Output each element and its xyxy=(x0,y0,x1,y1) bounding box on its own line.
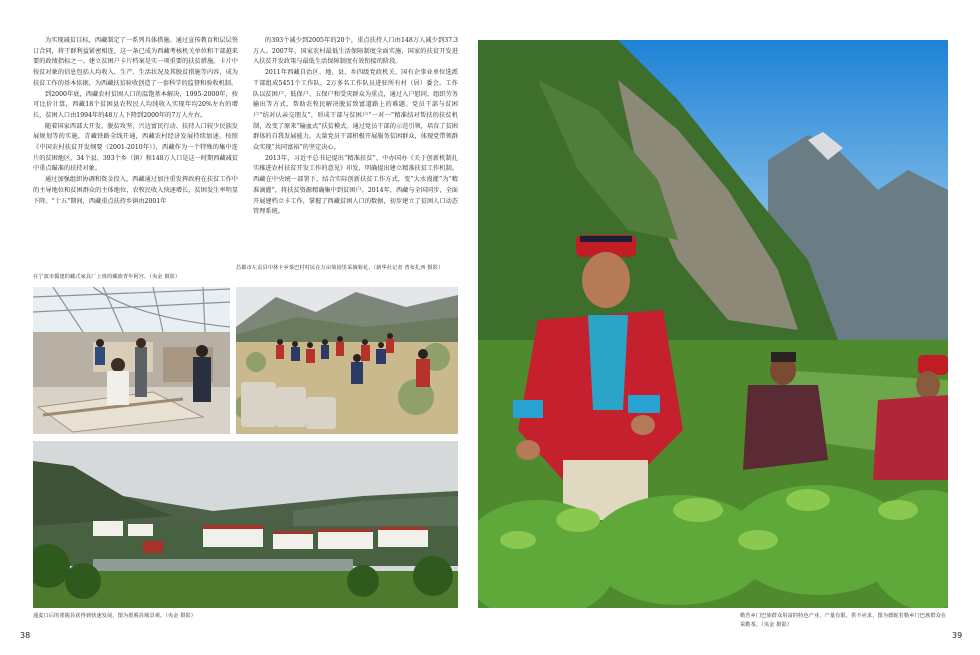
paragraph: 为实现减贫目标，西藏制定了一系列具体措施。通过宣传教育和层层签订合同，将干群利益紧密相连，这一条已成为西藏考核机关单位和干部越来要的政绩指标之一。建立贫困户卡片档案是实一项重要的扶贫措施。卡片中按贫对象的信息包括人均收入、生产、生活状况及其脱贫措施等内容，成为扶贫工作的基本依据，为西藏扶贫验收创造了一套科学的监督和验收机制。 xyxy=(33,37,238,87)
caption-chrysanthemum-field: 昌都市左贡县中林卡乡茶巴村村民在万亩菊园里采摘菊花。（新华社记者 普布扎西 摄影） xyxy=(236,265,444,271)
photo-county-town xyxy=(33,441,458,608)
page-number-right: 39 xyxy=(952,631,963,640)
text-column-2 xyxy=(253,36,458,218)
caption-furniture-workshop: 在宁波市援建的藏式家具厂上班的藏族青年阿宫。（央金 摄影） xyxy=(33,274,181,280)
chrysanthemum-field-image xyxy=(236,287,458,434)
paragraph: 通过加强组织协调和资金投入，西藏通过加注重发挥政府在扶贫工作中的主导地位和贫困群众的主体地位，农牧民收入快速增长，贫困发生率明显下降。“十五”期间，西藏重点扶持乡镇由2001年 xyxy=(33,176,238,205)
tea-pickers-image xyxy=(478,40,948,608)
county-town-image xyxy=(33,441,458,608)
paragraph: 2013年，习近平总书记提出“精准扶贫”，中办国办《关于创新机制扎实推进农村扶贫开发工作的意见》印发，明确提出建立精准扶贫工作机制。西藏在中央统一部署下，结合实际创新扶贫工作方式，变“大水漫灌”为“精准滴灌”，将扶贫资源精确集中到贫困户。2014年，西藏与全国同步，全面开展建档立卡工作，掌握了西藏贫困人口的数据，初步建立了贫困人口动态管理系统。 xyxy=(253,154,458,216)
furniture-workshop-image xyxy=(33,287,230,434)
paragraph: 2011年西藏自治区、地、县、乡四级党政机关、国有企事业单位选派干部组成5451个工作队，2万多名工作队员进驻所有村（居）委会。工作队以贫困户、低保户、五保户和受灾群众为重点，通过入户慰问，组织劳务输出等方式，帮助农牧民解决脱贫致富道路上的难题。党员干部与贫困户“结对认亲交朋友”，形成干部与贫困户“一对一”精准结对帮扶的扶贫机制，改变了原来“输血式”扶贫模式。通过党员干部的示范引领，培育了贫困群体的自我发展能力。大量党员干部积极开展服务贫困群众，体现党带领群众实现“共同富裕”的坚定决心。 xyxy=(253,69,458,152)
caption-tea-pickers: 勒苦乡门巴族群众用富的特色产业，产量有限、供不应求，图为德蛇若勒乡门巴族群众在采勒茶。（央金 摄影） xyxy=(740,613,947,628)
photo-furniture-workshop xyxy=(33,287,230,434)
paragraph: 随着国家西部大开发、脱贫攻坚、兴边富民行动、扶持人口较少民族发展规划等的实施，青藏铁路全线开通，西藏农村经济发展持续加速。按照《中国农村扶贫开发纲要（2001-2010年）》，西藏作为一个特殊的集中连片的贫困地区，34个县、393个乡（镇）和148万人口是这一时期西藏减贫中重点瞄准的扶持对象。 xyxy=(33,122,238,173)
photo-chrysanthemum-field xyxy=(236,287,458,434)
left-page xyxy=(0,0,470,655)
paragraph: 到2000年底，西藏农村贫困人口的温饱基本解决，1995-2000年，按可比价计算，西藏18个贫困县农牧民人均纯收入实现年均20%左右的增长，贫困人口由1994年的48万人下降到2000年的7万人左右。 xyxy=(33,90,238,119)
caption-county-town: 通麦口后的墨脱县获得到快速发展，图为墨脱县城景观。（央金 摄影） xyxy=(33,613,197,619)
right-page xyxy=(470,0,980,655)
text-column-1 xyxy=(33,36,238,207)
page-number-left: 38 xyxy=(20,631,31,640)
photo-tea-pickers xyxy=(478,40,948,608)
paragraph: 的393个减少到2005年的20个，重点扶持人口由148万人减少到37.3万人。2007年，国家农村最低生活保障制度全面实施，国家的扶贫开发进入扶贫开发政策与最低生活保障制度有效衔接的阶段。 xyxy=(253,37,458,66)
